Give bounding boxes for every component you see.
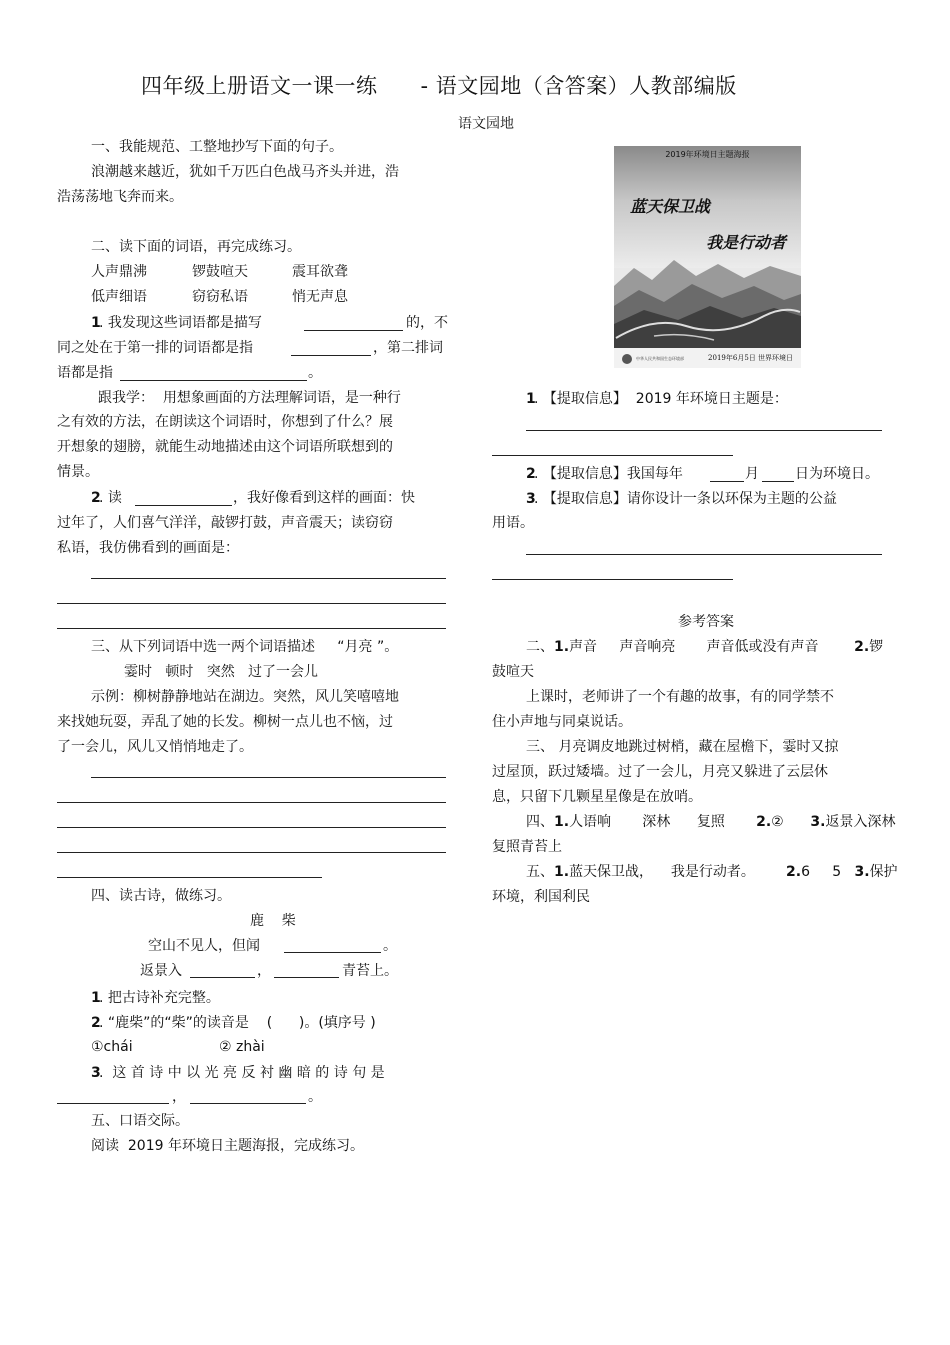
option-1: ①chái bbox=[91, 1039, 133, 1055]
poem-line2b: ， bbox=[257, 963, 271, 979]
section1-heading: 一、我能规范、工整地抄写下面的句子。 bbox=[91, 139, 343, 155]
s2-q1-line3b: 。 bbox=[308, 365, 322, 381]
section1-text-line1: 浪潮越来越近，犹如千万匹白色战马齐头并进，浩 bbox=[91, 164, 399, 180]
section5-heading: 五、口语交际。 bbox=[91, 1113, 189, 1129]
section5-intro: 阅读 2019 年环境日主题海报，完成练习。 bbox=[91, 1138, 364, 1154]
s4-q3-end: 。 bbox=[308, 1089, 322, 1105]
r-q2c: 日为环境日。 bbox=[795, 466, 879, 482]
poster-org: 中华人民共和国生态环境部 bbox=[636, 356, 684, 361]
answer3-line3: 息，只留下几颗星星像是在放哨。 bbox=[492, 789, 702, 805]
answer4-line1: 四、1.人语响 深林 复照 2.② 3.返景入深林 bbox=[526, 814, 896, 830]
answer-line[interactable] bbox=[526, 554, 882, 555]
answer-line[interactable] bbox=[526, 430, 882, 431]
answer-line[interactable] bbox=[57, 628, 446, 629]
example-line1: 示例：柳树静静地站在湖边。突然，风儿笑嘻嘻地 bbox=[91, 689, 399, 705]
answer-line[interactable] bbox=[492, 579, 733, 580]
s2-q1-line2a: 同之处在于第一排的词语都是指 bbox=[57, 340, 253, 356]
answer-line[interactable] bbox=[492, 455, 733, 456]
s2-q1-line2b: ，第二排词 bbox=[373, 340, 443, 356]
great-wall-mountains-illustration bbox=[614, 246, 801, 348]
r-q2a: . 【提取信息】我国每年 bbox=[534, 466, 683, 482]
learn-line1: 跟我学： 用想象画面的方法理解词语，是一种行 bbox=[98, 390, 401, 406]
learn-line3: 开想象的翅膀，就能生动地描述由这个词语所联想到的 bbox=[57, 439, 393, 455]
blank-q2-a[interactable] bbox=[135, 505, 232, 506]
poster-slogan-2: 我是行动者 bbox=[706, 233, 787, 252]
r-q2b: 月 bbox=[745, 466, 759, 482]
s4-q3-number: 3 bbox=[91, 1065, 101, 1081]
example-line2: 来找她玩耍，弄乱了她的长发。柳树一点儿也不恼，过 bbox=[57, 714, 393, 730]
answer2-line3: 上课时，老师讲了一个有趣的故事，有的同学禁不 bbox=[526, 689, 834, 705]
r-q3-number: 3 bbox=[526, 491, 536, 507]
blank-q1-b[interactable] bbox=[291, 355, 371, 356]
blank-poem-1[interactable] bbox=[284, 952, 381, 953]
r-q2-number: 2 bbox=[526, 466, 536, 482]
page-subtitle: 语文园地 bbox=[458, 116, 514, 132]
answer2-line4: 住小声地与同桌说话。 bbox=[492, 714, 632, 730]
poem-title: 鹿 柴 bbox=[250, 913, 296, 929]
answer-line[interactable] bbox=[91, 578, 446, 579]
s2-q2-line1b: ，我好像看到这样的画面：快 bbox=[233, 490, 415, 506]
word-row1-1: 人声鼎沸 bbox=[91, 264, 147, 280]
poem-line2a: 返景入 bbox=[140, 963, 182, 979]
learn-line4: 情景。 bbox=[57, 464, 99, 480]
ministry-logo-icon bbox=[622, 354, 632, 364]
s4-q3-sep: ， bbox=[172, 1089, 186, 1105]
poem-line1b: 。 bbox=[383, 938, 397, 954]
r-q1: . 【提取信息】 2019 年环境日主题是： bbox=[534, 391, 788, 407]
s4-q2-number: 2 bbox=[91, 1015, 101, 1031]
answer-line[interactable] bbox=[57, 852, 446, 853]
answers-heading: 参考答案 bbox=[678, 614, 734, 630]
section1-text-line2: 浩荡荡地飞奔而来。 bbox=[57, 189, 183, 205]
poster-slogan-1: 蓝天保卫战 bbox=[630, 197, 711, 216]
answer3-line2: 过屋顶，跃过矮墙。过了一会儿，月亮又躲进了云层休 bbox=[492, 764, 828, 780]
poster-title: 2019年环境日主题海报 bbox=[665, 150, 750, 159]
answer2-line1: 二、1.声音 声音响亮 声音低或没有声音 2.锣 bbox=[526, 639, 884, 655]
section2-heading: 二、读下面的词语，再完成练习。 bbox=[91, 239, 301, 255]
blank-q3-b[interactable] bbox=[190, 1103, 306, 1104]
section3-words: 霎时 顿时 突然 过了一会儿 bbox=[124, 664, 319, 680]
s4-q1: . 把古诗补充完整。 bbox=[99, 990, 220, 1006]
word-row2-2: 窃窃私语 bbox=[192, 289, 248, 305]
word-row1-3: 震耳欲聋 bbox=[292, 264, 348, 280]
option-2: ② zhài bbox=[219, 1039, 265, 1055]
blank-day[interactable] bbox=[762, 481, 794, 482]
blank-q3-a[interactable] bbox=[57, 1103, 169, 1104]
blank-poem-2[interactable] bbox=[190, 977, 255, 978]
blank-q1-c[interactable] bbox=[120, 380, 307, 381]
poem-line1a: 空山不见人，但闻 bbox=[148, 938, 260, 954]
s2-q1-number: 1 bbox=[91, 315, 101, 331]
s2-q1-line1a: . 我发现这些词语都是描写 bbox=[99, 315, 262, 331]
s4-q1-number: 1 bbox=[91, 990, 101, 1006]
s2-q1-line1b: 的，不 bbox=[406, 315, 448, 331]
poster-date: 2019年6月5日 世界环境日 bbox=[708, 354, 793, 362]
blank-poem-3[interactable] bbox=[274, 977, 339, 978]
answer3-line1: 三、 月亮调皮地跳过树梢，藏在屋檐下，霎时又掠 bbox=[526, 739, 839, 755]
r-q3-line2: 用语。 bbox=[492, 515, 534, 531]
section3-heading: 三、从下列词语中选一两个词语描述 “月亮 ”。 bbox=[91, 639, 399, 655]
learn-line2: 之有效的方法，在朗读这个词语时，你想到了什么？展 bbox=[57, 414, 393, 430]
answer-line[interactable] bbox=[57, 877, 322, 878]
s4-q2: . “鹿柴”的“柴”的读音是 ( )。(填序号 ) bbox=[99, 1015, 376, 1031]
word-row2-3: 悄无声息 bbox=[292, 289, 348, 305]
answer-line[interactable] bbox=[91, 777, 446, 778]
answer-line[interactable] bbox=[57, 827, 446, 828]
s2-q1-line3a: 语都是指 bbox=[57, 365, 113, 381]
s4-q3: . 这 首 诗 中 以 光 亮 反 衬 幽 暗 的 诗 句 是 bbox=[99, 1065, 385, 1081]
answer4-line2: 复照青苔上 bbox=[492, 839, 562, 855]
s2-q2-line3: 私语，我仿佛看到的画面是： bbox=[57, 540, 239, 556]
example-line3: 了一会儿，风儿又悄悄地走了。 bbox=[57, 739, 253, 755]
s2-q2-line2: 过年了，人们喜气洋洋，敲锣打鼓，声音震天；读窃窃 bbox=[57, 515, 393, 531]
answer2-line2: 鼓喧天 bbox=[492, 664, 534, 680]
r-q1-number: 1 bbox=[526, 391, 536, 407]
s2-q2-line1a: . 读 bbox=[99, 490, 122, 506]
blank-q1-a[interactable] bbox=[304, 330, 403, 331]
word-row1-2: 锣鼓喧天 bbox=[192, 264, 248, 280]
answer-line[interactable] bbox=[57, 802, 446, 803]
answer5-line1: 五、1.蓝天保卫战， 我是行动者。 2.6 5 3.保护 bbox=[526, 864, 898, 880]
section4-heading: 四、读古诗，做练习。 bbox=[91, 888, 231, 904]
poster-footer bbox=[614, 348, 801, 368]
page-title: 四年级上册语文一课一练 - 语文园地（含答案）人教部编版 bbox=[141, 74, 737, 98]
answer-line[interactable] bbox=[57, 603, 446, 604]
environment-day-poster bbox=[614, 146, 801, 368]
s2-q2-number: 2 bbox=[91, 490, 101, 506]
blank-month[interactable] bbox=[710, 481, 744, 482]
r-q3: . 【提取信息】请你设计一条以环保为主题的公益 bbox=[534, 491, 837, 507]
poem-line2c: 青苔上。 bbox=[342, 963, 398, 979]
word-row2-1: 低声细语 bbox=[91, 289, 147, 305]
answer5-line2: 环境，利国利民 bbox=[492, 889, 590, 905]
